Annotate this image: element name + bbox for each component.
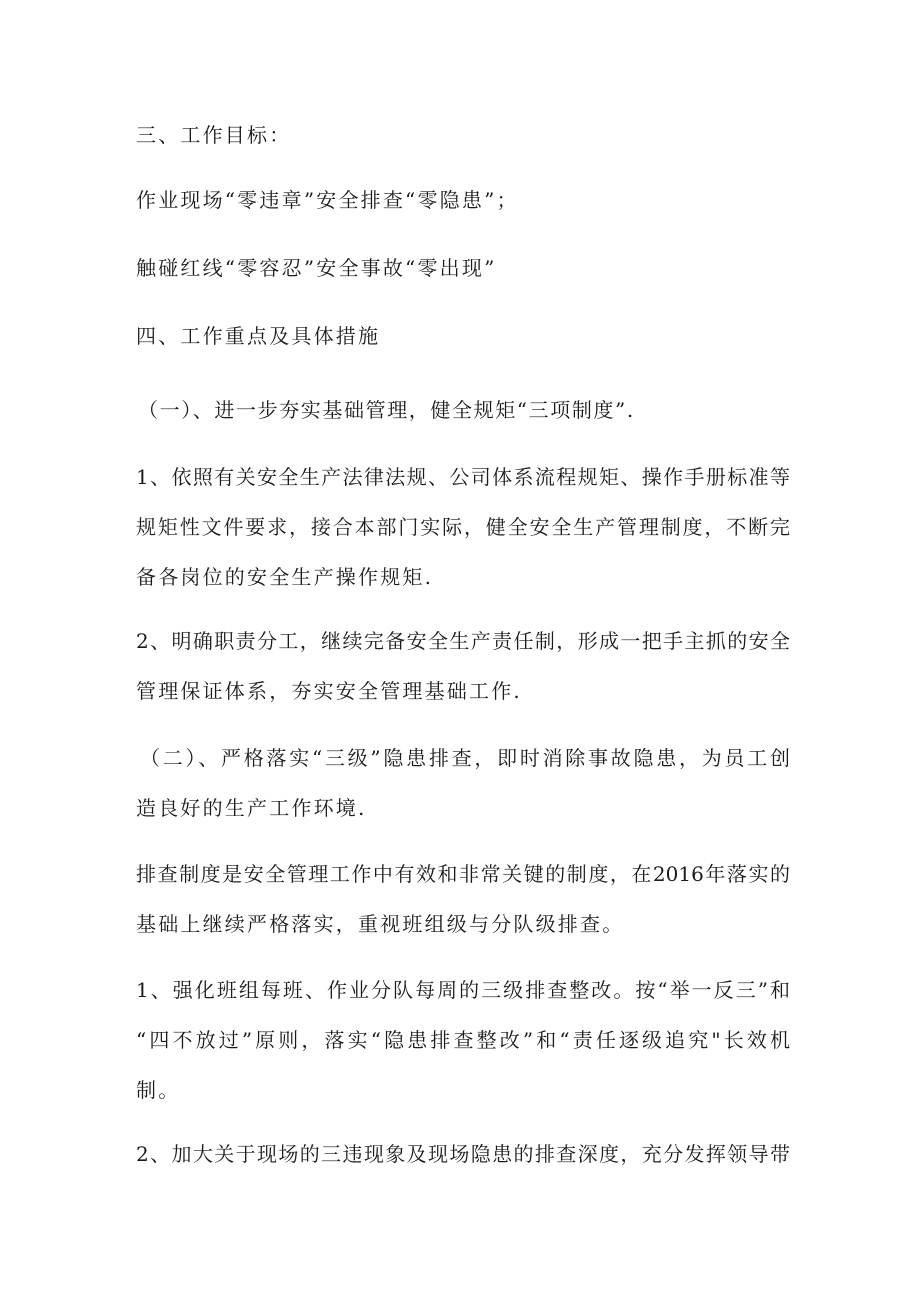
paragraph-4-line-2: “四不放过”原则，落实“隐患排查整改”和“责任逐级追究"长效机 <box>136 1028 790 1052</box>
section-4-heading: 四、工作重点及具体措施 <box>136 324 381 348</box>
paragraph-3-line-2: 基础上继续严格落实，重视班组级与分队级排查。 <box>136 912 625 936</box>
subsection-2-line-1: （二）、严格落实“三级”隐患排查，即时消除事故隐患，为员工创 <box>140 746 790 770</box>
paragraph-4-line-1: 1、强化班组每班、作业分队每周的三级排查整改。按“举一反三”和 <box>136 978 790 1002</box>
paragraph-2-line-1: 2、明确职责分工，继续完备安全生产责任制，形成一把手主抓的安全 <box>136 629 790 653</box>
paragraph-4-line-3: 制。 <box>136 1078 181 1102</box>
paragraph-1-line-2: 规矩性文件要求，接合本部门实际，健全安全生产管理制度，不断完 <box>136 515 790 539</box>
goal-line-2: 触碰红线“零容忍”安全事故“零出现” <box>136 256 497 280</box>
goal-line-1: 作业现场“零违章”安全排查“零隐患”； <box>136 188 519 212</box>
subsection-1-heading: （一）、进一步夯实基础管理，健全规矩“三项制度”. <box>138 398 635 422</box>
section-3-heading: 三、工作目标： <box>136 123 292 147</box>
paragraph-2-line-2: 管理保证体系，夯实安全管理基础工作. <box>136 679 522 703</box>
paragraph-1-line-3: 备各岗位的安全生产操作规矩. <box>136 565 434 589</box>
paragraph-3-line-1: 排查制度是安全管理工作中有效和非常关键的制度，在2016年落实的 <box>136 862 790 886</box>
paragraph-5-line-1: 2、加大关于现场的三违现象及现场隐患的排查深度，充分发挥领导带 <box>136 1142 790 1166</box>
subsection-2-line-2: 造良好的生产工作环境. <box>136 796 367 820</box>
paragraph-1-line-1: 1、依照有关安全生产法律法规、公司体系流程规矩、操作手册标准等 <box>136 465 790 489</box>
